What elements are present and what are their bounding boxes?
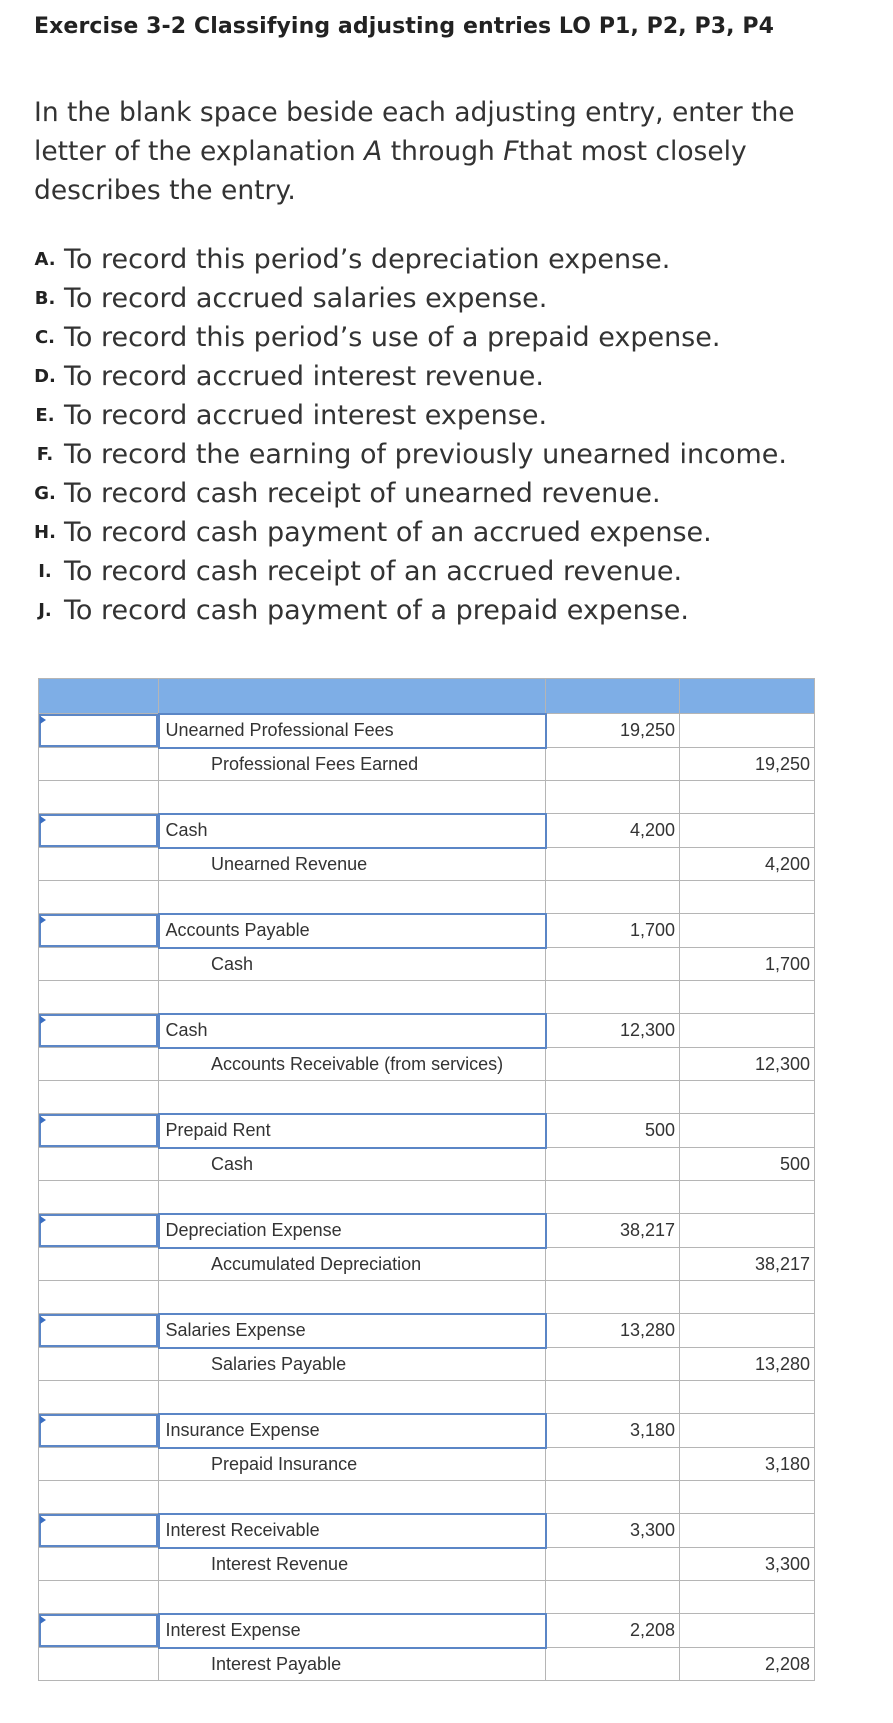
debit-account[interactable]: Salaries Expense (159, 1314, 546, 1348)
answer-letter-input[interactable] (39, 814, 158, 847)
option-text: To record accrued interest expense. (64, 400, 548, 431)
option-letter: D. (34, 366, 56, 387)
option-letter: I. (38, 561, 52, 582)
entry-spacer-row (39, 1381, 815, 1414)
input-marker-icon (40, 1116, 46, 1124)
entry-spacer-row (39, 1481, 815, 1514)
entry-credit-row (39, 1048, 815, 1081)
spacer-cell (546, 981, 680, 1014)
option-text: To record cash receipt of an accrued revenue. (64, 556, 683, 587)
answer-letter-input[interactable] (39, 914, 158, 947)
debit-account[interactable]: Accounts Payable (159, 914, 546, 948)
spacer-cell (680, 1381, 815, 1414)
entry-credit-row (39, 1448, 815, 1481)
entry-credit-row (39, 1348, 815, 1381)
answer-cell (39, 814, 159, 848)
option-letter: F. (36, 444, 54, 465)
credit-account[interactable]: Salaries Payable (159, 1348, 546, 1381)
instructions-letter-a: A (364, 136, 383, 167)
entries-body (39, 714, 815, 1681)
credit-amount[interactable]: 13,280 (680, 1348, 815, 1381)
entry-debit-row (39, 914, 815, 948)
credit-amount[interactable]: 1,700 (680, 948, 815, 981)
spacer-cell (159, 881, 546, 914)
option-letter: J. (38, 600, 52, 621)
adjusting-entries-table (38, 678, 815, 1681)
debit-account[interactable]: Unearned Professional Fees (159, 714, 546, 748)
spacer-cell (680, 881, 815, 914)
answer-letter-input[interactable] (39, 1014, 158, 1047)
entry-credit-row (39, 1148, 815, 1181)
entry-debit-row (39, 1014, 815, 1048)
debit-amount-empty[interactable] (546, 1548, 680, 1581)
answer-cell (39, 1414, 159, 1448)
debit-account[interactable]: Interest Expense (159, 1614, 546, 1648)
explanation-option (30, 357, 787, 396)
debit-amount[interactable]: 12,300 (546, 1014, 680, 1048)
credit-amount[interactable]: 3,180 (680, 1448, 815, 1481)
answer-cell-empty (39, 848, 159, 881)
debit-amount-empty[interactable] (546, 848, 680, 881)
spacer-cell (39, 1481, 159, 1514)
debit-amount[interactable]: 500 (546, 1114, 680, 1148)
credit-account[interactable]: Accumulated Depreciation (159, 1248, 546, 1281)
debit-account[interactable]: Prepaid Rent (159, 1114, 546, 1148)
header-cell-account (159, 679, 546, 714)
answer-cell-empty (39, 1348, 159, 1381)
explanation-option (30, 474, 787, 513)
spacer-cell (39, 981, 159, 1014)
input-marker-icon (40, 1216, 46, 1224)
spacer-cell (39, 1381, 159, 1414)
spacer-cell (159, 1381, 546, 1414)
debit-amount-empty[interactable] (546, 1148, 680, 1181)
instructions (34, 93, 874, 210)
option-letter: A. (34, 249, 56, 270)
spacer-cell (546, 781, 680, 814)
entry-spacer-row (39, 781, 815, 814)
instructions-letter-f: F (503, 136, 519, 167)
answer-letter-input[interactable] (39, 1514, 158, 1547)
spacer-cell (680, 781, 815, 814)
debit-amount[interactable]: 2,208 (546, 1614, 680, 1648)
entry-debit-row (39, 814, 815, 848)
option-letter: E. (35, 405, 55, 426)
debit-amount[interactable]: 19,250 (546, 714, 680, 748)
option-text: To record cash payment of an accrued expense. (64, 517, 712, 548)
credit-amount-empty[interactable] (680, 1014, 815, 1048)
debit-amount[interactable]: 3,300 (546, 1514, 680, 1548)
instructions-text-3: that most closely describes the entry. (34, 136, 747, 206)
debit-amount-empty[interactable] (546, 1048, 680, 1081)
explanation-option (30, 240, 787, 279)
option-text: To record accrued interest revenue. (64, 361, 544, 392)
spacer-cell (680, 981, 815, 1014)
answer-cell-empty (39, 1648, 159, 1681)
spacer-cell (680, 1181, 815, 1214)
credit-amount[interactable]: 19,250 (680, 748, 815, 781)
answer-cell-empty (39, 1248, 159, 1281)
spacer-cell (159, 1481, 546, 1514)
debit-amount[interactable]: 3,180 (546, 1414, 680, 1448)
credit-account[interactable]: Professional Fees Earned (159, 748, 546, 781)
explanation-option (30, 318, 787, 357)
answer-cell-empty (39, 748, 159, 781)
answer-cell (39, 914, 159, 948)
spacer-cell (680, 1481, 815, 1514)
entry-debit-row (39, 1514, 815, 1548)
header-cell-debit (546, 679, 680, 714)
credit-account[interactable]: Unearned Revenue (159, 848, 546, 881)
explanation-option (30, 513, 787, 552)
entry-credit-row (39, 948, 815, 981)
explanation-option (30, 552, 787, 591)
explanation-option (30, 435, 787, 474)
instructions-text-1: In the blank space beside each adjusting entry, enter the letter of the explanation (34, 97, 795, 167)
answer-letter-input[interactable] (39, 1214, 158, 1247)
debit-account[interactable]: Depreciation Expense (159, 1214, 546, 1248)
option-letter: C. (34, 327, 56, 348)
spacer-cell (159, 981, 546, 1014)
header-cell-answer (39, 679, 159, 714)
answer-cell (39, 1314, 159, 1348)
entry-spacer-row (39, 881, 815, 914)
answer-cell-empty (39, 948, 159, 981)
answer-cell-empty (39, 1448, 159, 1481)
debit-account[interactable]: Cash (159, 814, 546, 848)
entry-spacer-row (39, 1281, 815, 1314)
credit-amount-empty[interactable] (680, 814, 815, 848)
table-header-row (39, 679, 815, 714)
credit-amount-empty[interactable] (680, 1214, 815, 1248)
answer-letter-input[interactable] (39, 1114, 158, 1147)
input-marker-icon (40, 816, 46, 824)
explanation-option (30, 591, 787, 630)
spacer-cell (546, 881, 680, 914)
explanation-option (30, 396, 787, 435)
spacer-cell (159, 1581, 546, 1614)
input-marker-icon (40, 1616, 46, 1624)
explanation-list (30, 240, 787, 630)
input-marker-icon (40, 716, 46, 724)
spacer-cell (680, 1081, 815, 1114)
spacer-cell (159, 1181, 546, 1214)
header-cell-credit (680, 679, 815, 714)
entry-credit-row (39, 848, 815, 881)
entry-debit-row (39, 1314, 815, 1348)
answer-cell-empty (39, 1548, 159, 1581)
credit-amount[interactable]: 12,300 (680, 1048, 815, 1081)
spacer-cell (546, 1381, 680, 1414)
explanation-option (30, 279, 787, 318)
credit-amount[interactable]: 4,200 (680, 848, 815, 881)
credit-amount-empty[interactable] (680, 1514, 815, 1548)
debit-amount[interactable]: 1,700 (546, 914, 680, 948)
answer-cell-empty (39, 1148, 159, 1181)
credit-amount-empty[interactable] (680, 1314, 815, 1348)
entry-debit-row (39, 1614, 815, 1648)
spacer-cell (39, 781, 159, 814)
credit-account[interactable]: Interest Revenue (159, 1548, 546, 1581)
spacer-cell (159, 1281, 546, 1314)
spacer-cell (546, 1181, 680, 1214)
answer-letter-input[interactable] (39, 1314, 158, 1347)
entry-spacer-row (39, 981, 815, 1014)
answer-cell-empty (39, 1048, 159, 1081)
credit-amount-empty[interactable] (680, 1614, 815, 1648)
credit-account[interactable]: Cash (159, 948, 546, 981)
spacer-cell (39, 1181, 159, 1214)
credit-amount[interactable]: 3,300 (680, 1548, 815, 1581)
option-letter: G. (34, 483, 56, 504)
entry-spacer-row (39, 1081, 815, 1114)
debit-account[interactable]: Interest Receivable (159, 1514, 546, 1548)
option-text: To record cash receipt of unearned revenue. (64, 478, 661, 509)
spacer-cell (680, 1281, 815, 1314)
debit-amount[interactable]: 13,280 (546, 1314, 680, 1348)
debit-amount-empty[interactable] (546, 1448, 680, 1481)
entry-debit-row (39, 1214, 815, 1248)
option-letter: B. (34, 288, 56, 309)
credit-account[interactable]: Interest Payable (159, 1648, 546, 1681)
entry-credit-row (39, 1248, 815, 1281)
spacer-cell (39, 1081, 159, 1114)
credit-amount[interactable]: 38,217 (680, 1248, 815, 1281)
input-marker-icon (40, 1416, 46, 1424)
entry-debit-row (39, 714, 815, 748)
spacer-cell (39, 881, 159, 914)
input-marker-icon (40, 1316, 46, 1324)
entry-credit-row (39, 748, 815, 781)
credit-amount[interactable]: 500 (680, 1148, 815, 1181)
credit-amount-empty[interactable] (680, 714, 815, 748)
instructions-text-2: through (382, 136, 504, 167)
debit-account[interactable]: Insurance Expense (159, 1414, 546, 1448)
input-marker-icon (40, 916, 46, 924)
option-text: To record this period’s use of a prepaid expense. (64, 322, 721, 353)
answer-letter-input[interactable] (39, 714, 158, 747)
credit-account[interactable]: Cash (159, 1148, 546, 1181)
entry-credit-row (39, 1548, 815, 1581)
answer-cell (39, 1214, 159, 1248)
spacer-cell (159, 781, 546, 814)
entry-spacer-row (39, 1581, 815, 1614)
answer-cell (39, 1614, 159, 1648)
entry-debit-row (39, 1414, 815, 1448)
debit-amount-empty[interactable] (546, 948, 680, 981)
option-letter: H. (34, 522, 56, 543)
spacer-cell (546, 1081, 680, 1114)
spacer-cell (159, 1081, 546, 1114)
credit-account[interactable]: Accounts Receivable (from services) (159, 1048, 546, 1081)
input-marker-icon (40, 1516, 46, 1524)
debit-amount[interactable]: 38,217 (546, 1214, 680, 1248)
answer-cell (39, 1014, 159, 1048)
credit-amount-empty[interactable] (680, 1114, 815, 1148)
credit-account[interactable]: Prepaid Insurance (159, 1448, 546, 1481)
credit-amount-empty[interactable] (680, 914, 815, 948)
input-marker-icon (40, 1016, 46, 1024)
option-text: To record this period’s depreciation expense. (64, 244, 671, 275)
answer-cell (39, 714, 159, 748)
debit-amount-empty[interactable] (546, 1648, 680, 1681)
option-text: To record the earning of previously unearned income. (64, 439, 787, 470)
page-title: Exercise 3-2 Classifying adjusting entries LO P1, P2, P3, P4 (34, 14, 774, 39)
credit-amount-empty[interactable] (680, 1414, 815, 1448)
answer-letter-input[interactable] (39, 1614, 158, 1647)
answer-cell (39, 1114, 159, 1148)
spacer-cell (546, 1481, 680, 1514)
option-text: To record cash payment of a prepaid expense. (64, 595, 689, 626)
answer-cell (39, 1514, 159, 1548)
spacer-cell (546, 1581, 680, 1614)
spacer-cell (680, 1581, 815, 1614)
answer-letter-input[interactable] (39, 1414, 158, 1447)
debit-amount[interactable]: 4,200 (546, 814, 680, 848)
entry-spacer-row (39, 1181, 815, 1214)
debit-amount-empty[interactable] (546, 1248, 680, 1281)
entry-debit-row (39, 1114, 815, 1148)
entry-credit-row (39, 1648, 815, 1681)
credit-amount[interactable]: 2,208 (680, 1648, 815, 1681)
debit-account[interactable]: Cash (159, 1014, 546, 1048)
option-text: To record accrued salaries expense. (64, 283, 548, 314)
spacer-cell (546, 1281, 680, 1314)
spacer-cell (39, 1281, 159, 1314)
debit-amount-empty[interactable] (546, 1348, 680, 1381)
debit-amount-empty[interactable] (546, 748, 680, 781)
spacer-cell (39, 1581, 159, 1614)
